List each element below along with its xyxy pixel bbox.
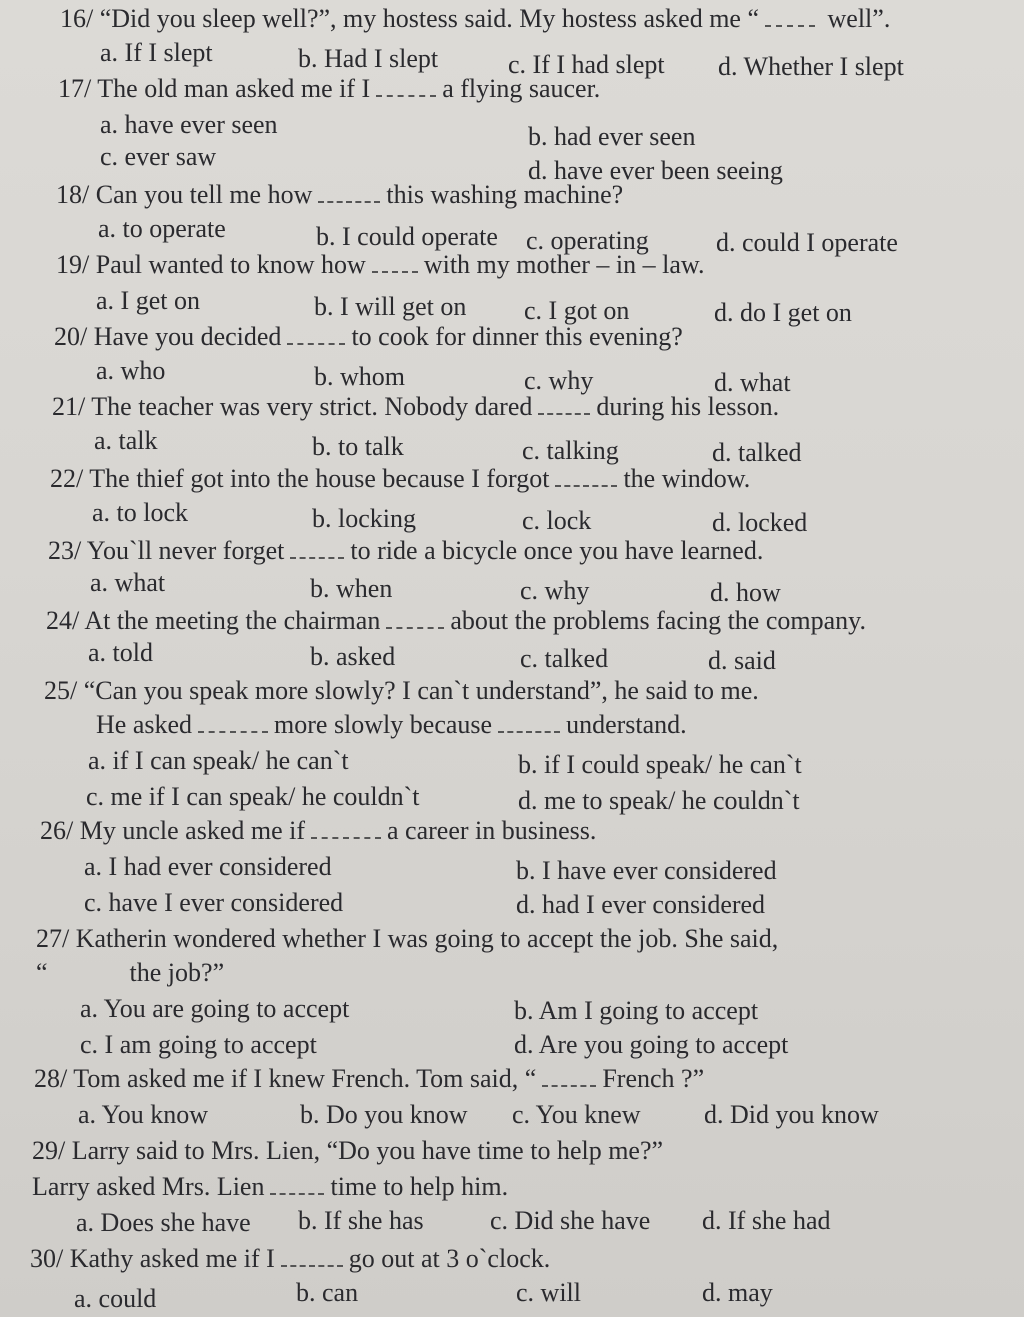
- question-25: [44, 676, 759, 706]
- option-a: a. who: [96, 356, 166, 385]
- question-text: to ride a bicycle once you have learned.: [350, 536, 764, 565]
- option-d: d. had I ever considered: [516, 890, 766, 919]
- question-text: At the meeting the chairman: [84, 606, 381, 635]
- option-c: c. will: [516, 1278, 581, 1307]
- question-21: [52, 392, 779, 422]
- question-text: “Can you speak more slowly? I can`t understand”, he said to me.: [83, 676, 759, 705]
- option-a: a. if I can speak/ he can`t: [88, 746, 349, 775]
- option-c: c. I am going to accept: [80, 1030, 317, 1059]
- option-b: b. had ever seen: [528, 122, 696, 151]
- answer-blank: [270, 1175, 324, 1195]
- option-c: c. why: [520, 576, 590, 605]
- option-c: c. talked: [520, 644, 609, 673]
- option-a: a. to operate: [98, 214, 226, 243]
- option-b: b. Had I slept: [298, 44, 439, 73]
- option-b: b. asked: [310, 642, 396, 671]
- question-text: Larry asked Mrs. Lien: [32, 1172, 265, 1201]
- question-number: 21/: [52, 392, 86, 421]
- option-d: d. do I get on: [714, 298, 852, 327]
- answer-blank: [281, 1247, 343, 1267]
- option-b: b. Do you know: [300, 1100, 468, 1129]
- question-number: 24/: [46, 606, 80, 635]
- option-d: d. talked: [712, 438, 802, 467]
- option-b: b. can: [296, 1278, 359, 1307]
- question-text: the window.: [623, 464, 751, 493]
- option-c: c. have I ever considered: [84, 888, 344, 917]
- option-d: d. Are you going to accept: [514, 1030, 789, 1059]
- option-c: c. lock: [522, 506, 592, 535]
- answer-blank: [54, 961, 124, 981]
- answer-blank: [372, 253, 418, 273]
- question-23: [48, 536, 763, 566]
- answer-blank: [318, 183, 380, 203]
- answer-blank: [290, 539, 344, 559]
- question-number: 20/: [54, 322, 88, 351]
- question-text: Can you tell me how: [95, 180, 313, 209]
- question-30: [30, 1244, 550, 1274]
- option-b: b. I could operate: [316, 222, 498, 251]
- option-c: c. You knew: [512, 1100, 641, 1129]
- question-17: [58, 74, 600, 104]
- option-c: c. Did she have: [490, 1206, 651, 1235]
- option-c: c. me if I can speak/ he couldn`t: [86, 782, 420, 811]
- answer-blank: [386, 609, 444, 629]
- question-text: You`ll never forget: [86, 536, 285, 565]
- question-text: Katherin wondered whether I was going to accept the job. She said,: [75, 924, 779, 953]
- option-b: b. If she has: [298, 1206, 424, 1235]
- answer-blank: [555, 467, 617, 487]
- option-d: d. have ever been seeing: [528, 156, 783, 185]
- question-text: a flying saucer.: [442, 74, 601, 103]
- question-number: 28/: [34, 1064, 68, 1093]
- option-a: a. You know: [78, 1100, 209, 1129]
- question-number: 26/: [40, 816, 74, 845]
- question-text: “: [36, 958, 48, 987]
- question-number: 16/: [60, 4, 94, 33]
- option-d: d. may: [702, 1278, 773, 1307]
- answer-blank: [311, 819, 381, 839]
- question-22: [50, 464, 750, 494]
- question-number: 25/: [44, 676, 78, 705]
- option-b: b. whom: [314, 362, 405, 391]
- question-text: about the problems facing the company.: [450, 606, 866, 635]
- option-d: d. how: [710, 578, 781, 607]
- answer-blank: [287, 325, 345, 345]
- option-a: a. If I slept: [100, 38, 213, 67]
- question-number: 29/: [32, 1136, 66, 1165]
- option-a: a. have ever seen: [100, 110, 278, 139]
- option-d: d. locked: [712, 508, 808, 537]
- option-d: d. Did you know: [704, 1100, 879, 1129]
- question-28: [34, 1064, 704, 1094]
- question-29-line2: [32, 1172, 508, 1202]
- question-25-line2: [96, 710, 687, 740]
- question-16: [60, 4, 890, 34]
- answer-blank: [542, 1067, 596, 1087]
- question-text: the job?”: [129, 958, 225, 987]
- question-text: Have you decided: [93, 322, 282, 351]
- question-29: [32, 1136, 663, 1166]
- question-text: Paul wanted to know how: [95, 250, 366, 279]
- question-text: The teacher was very strict. Nobody dared: [91, 392, 533, 421]
- option-c: c. operating: [526, 226, 649, 255]
- question-text: The old man asked me if I: [97, 74, 371, 103]
- question-number: 17/: [58, 74, 92, 103]
- question-text: “Did you sleep well?”, my hostess said. My hostess asked me “: [99, 4, 760, 33]
- question-text: more slowly because: [274, 710, 493, 739]
- option-c: c. If I had slept: [508, 50, 665, 79]
- question-26: [40, 816, 596, 846]
- question-number: 30/: [30, 1244, 64, 1273]
- question-text: with my mother – in – law.: [423, 250, 705, 279]
- answer-blank: [538, 395, 590, 415]
- question-19: [56, 250, 705, 280]
- question-18: [56, 180, 623, 210]
- option-d: d. Whether I slept: [718, 52, 904, 81]
- question-20: [54, 322, 683, 352]
- option-b: b. I have ever considered: [516, 856, 777, 885]
- question-27: [36, 924, 778, 954]
- question-text: understand.: [566, 710, 687, 739]
- option-a: a. I had ever considered: [84, 852, 332, 881]
- question-text: during his lesson.: [596, 392, 780, 421]
- question-text: Kathy asked me if I: [69, 1244, 275, 1273]
- option-a: a. could: [74, 1284, 157, 1313]
- option-a: a. what: [90, 568, 166, 597]
- option-d: d. said: [708, 646, 776, 675]
- option-a: a. You are going to accept: [80, 994, 350, 1023]
- question-text: time to help him.: [330, 1172, 509, 1201]
- question-text: a career in business.: [387, 816, 597, 845]
- question-number: 18/: [56, 180, 90, 209]
- option-c: c. why: [524, 366, 594, 395]
- option-a: a. I get on: [96, 286, 200, 315]
- option-b: b. Am I going to accept: [514, 996, 759, 1025]
- option-a: a. talk: [94, 426, 158, 455]
- question-number: 22/: [50, 464, 84, 493]
- answer-blank: [376, 77, 436, 97]
- answer-blank: [198, 713, 268, 733]
- option-d: d. what: [714, 368, 791, 397]
- answer-blank: [765, 7, 815, 27]
- question-24: [46, 606, 866, 636]
- answer-blank: [498, 713, 560, 733]
- question-number: 27/: [36, 924, 70, 953]
- option-a: a. Does she have: [76, 1208, 251, 1237]
- question-text: to cook for dinner this evening?: [351, 322, 683, 351]
- option-c: c. ever saw: [100, 142, 217, 171]
- question-text: The thief got into the house because I forgot: [89, 464, 550, 493]
- question-text: go out at 3 o`clock.: [348, 1244, 551, 1273]
- question-text: My uncle asked me if: [79, 816, 305, 845]
- option-d: d. could I operate: [716, 228, 898, 257]
- question-27-line2: [36, 958, 224, 988]
- question-text: this washing machine?: [386, 180, 624, 209]
- question-number: 19/: [56, 250, 90, 279]
- option-b: b. to talk: [312, 432, 404, 461]
- option-b: b. when: [310, 574, 393, 603]
- option-a: a. told: [88, 638, 153, 667]
- question-text: He asked: [96, 710, 193, 739]
- question-text: well”.: [821, 4, 891, 33]
- question-number: 23/: [48, 536, 82, 565]
- option-a: a. to lock: [92, 498, 189, 527]
- option-b: b. locking: [312, 504, 416, 533]
- option-c: c. talking: [522, 436, 619, 465]
- question-text: French ?”: [602, 1064, 705, 1093]
- option-b: b. if I could speak/ he can`t: [518, 750, 802, 779]
- option-c: c. I got on: [524, 296, 630, 325]
- question-text: Tom asked me if I knew French. Tom said, “: [73, 1064, 537, 1093]
- option-d: d. If she had: [702, 1206, 831, 1235]
- option-d: d. me to speak/ he couldn`t: [518, 786, 800, 815]
- option-b: b. I will get on: [314, 292, 467, 321]
- question-text: Larry said to Mrs. Lien, “Do you have time to help me?”: [71, 1136, 664, 1165]
